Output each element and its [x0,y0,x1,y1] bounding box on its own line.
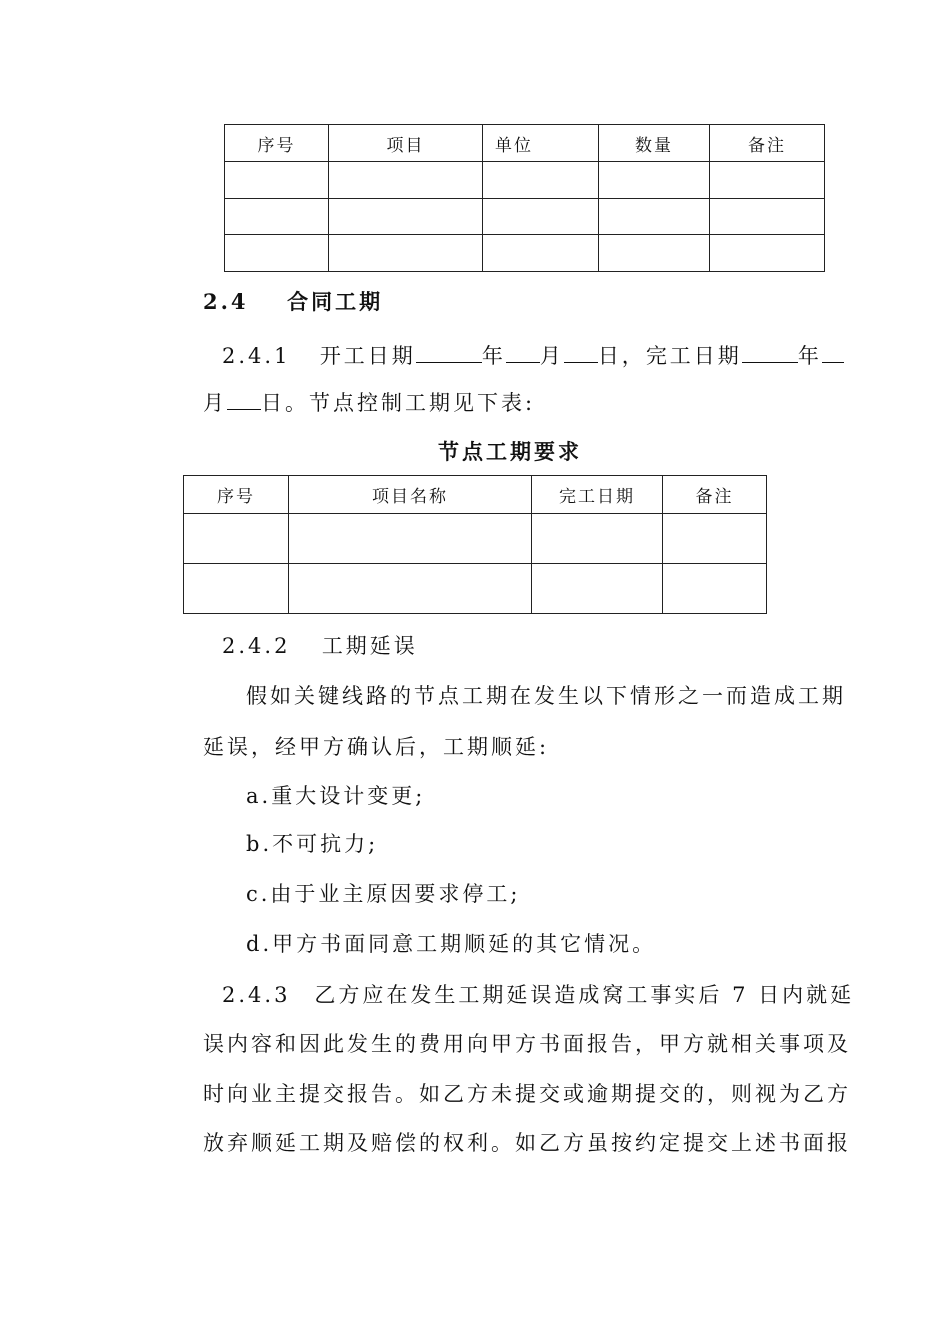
clause-number: 2.4.2 [222,634,291,658]
table-row [184,564,767,614]
table-cell [329,235,483,272]
section-title: 合同工期 [287,289,384,314]
table-cell [663,564,767,614]
paragraph-line: 时向业主提交报告。如乙方未提交或逾期提交的，则视为乙方 [203,1082,851,1106]
table-cell [289,514,532,564]
table-cell [599,235,710,272]
start-month-blank[interactable] [506,342,540,363]
milestone-table [183,475,767,614]
clause-title: 工期延误 [321,634,418,658]
table-cell [599,162,710,199]
table-cell [225,235,329,272]
list-item: b.不可抗力; [246,832,379,856]
table-cell [289,564,532,614]
table-header-row [184,476,767,514]
table-cell [184,514,289,564]
table-cell [184,564,289,614]
table-cell [483,235,599,272]
clause-2-4-1-line2 [203,387,535,417]
table-cell [710,235,825,272]
table-title: 节点工期要求 [438,439,582,464]
header-cell-finish-date: 完工日期 [532,476,663,514]
finish-date-label: 完工日期 [645,344,742,368]
finish-year-blank[interactable] [742,342,798,363]
paragraph-line: 假如关键线路的节点工期在发生以下情形之一而造成工期 [246,684,846,708]
table-header-row [225,125,825,162]
section-heading [203,286,383,316]
finish-day-blank[interactable] [227,389,261,410]
table-row [225,199,825,235]
list-item: c.由于业主原因要求停工; [246,882,521,906]
list-item: a.重大设计变更; [246,784,426,808]
table-cell [532,564,663,614]
paragraph-line: 误内容和因此发生的费用向甲方书面报告，甲方就相关事项及 [203,1032,851,1056]
table-cell [225,199,329,235]
table-cell [532,514,663,564]
table-row [225,162,825,199]
paragraph-line: 放弃顺延工期及赔偿的权利。如乙方虽按约定提交上述书面报 [203,1131,851,1155]
table-cell [329,199,483,235]
header-cell-remark: 备注 [710,125,825,162]
header-cell-unit: 单位 [483,125,599,162]
table-cell [710,199,825,235]
table-cell [225,162,329,199]
month-label: 月 [203,391,227,415]
header-cell-qty: 数量 [599,125,710,162]
list-item: d.甲方书面同意工期顺延的其它情况。 [246,932,657,956]
header-cell-seq: 序号 [184,476,289,514]
table-cell [710,162,825,199]
clause-number: 2.4.1 [222,344,291,368]
month-label: 月 [539,344,564,368]
table-cell [599,199,710,235]
paragraph-line: 延误，经甲方确认后，工期顺延: [203,735,550,759]
header-cell-seq: 序号 [225,125,329,162]
finish-month-blank[interactable] [822,342,844,363]
start-year-blank[interactable] [416,342,482,363]
table-cell [483,199,599,235]
table-row [225,235,825,272]
clause-2-4-1-line1 [222,340,844,370]
section-number: 2.4 [203,289,249,314]
header-cell-item-name: 项目名称 [289,476,532,514]
start-date-label: 开工日期 [319,344,416,368]
day-label: 日， [597,344,646,368]
table-row [184,514,767,564]
header-cell-remark: 备注 [663,476,767,514]
header-cell-item: 项目 [329,125,483,162]
items-table [224,124,825,272]
paragraph-line: 2.4.3 乙方应在发生工期延误造成窝工事实后 7 日内就延 [222,983,855,1007]
table-cell [483,162,599,199]
year-label: 年 [797,344,822,368]
table-cell [329,162,483,199]
year-label: 年 [481,344,506,368]
clause-text: 日。节点控制工期见下表: [261,391,536,415]
table-cell [663,514,767,564]
clause-2-4-2-heading [222,630,418,660]
start-day-blank[interactable] [564,342,598,363]
